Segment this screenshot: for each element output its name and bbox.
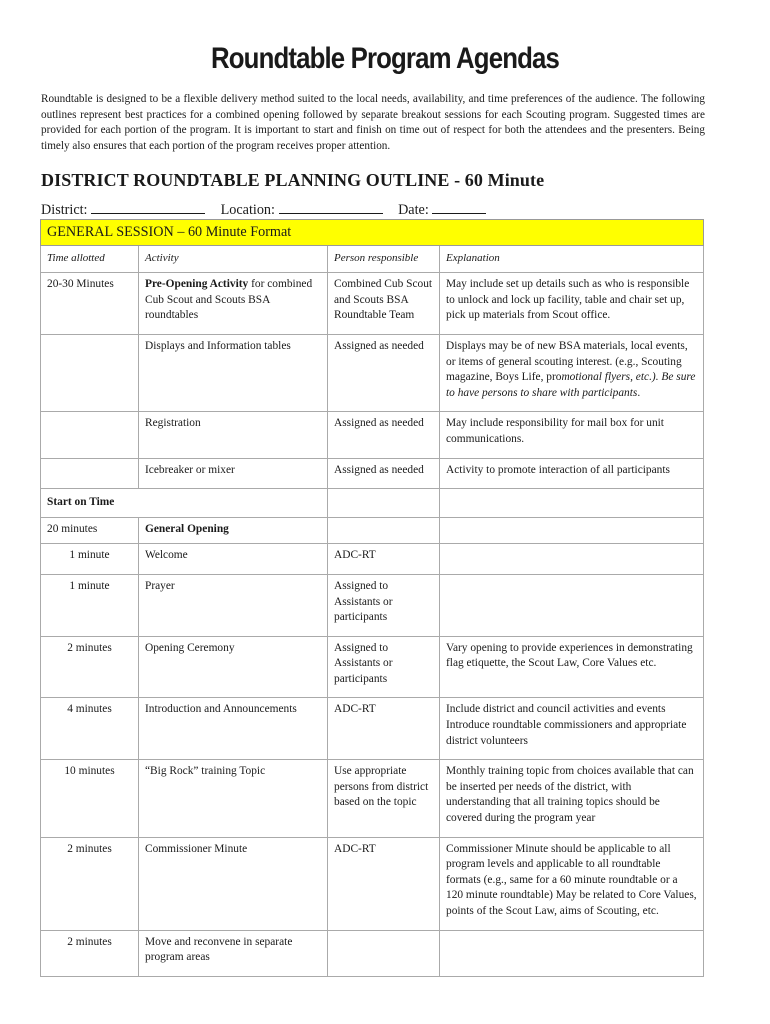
general-opening-label: General Opening	[139, 517, 328, 544]
row-explanation-start: Displays may be of new BSA materials, local events, or items of general scouting interest. (e.g., Scouting magazine, Boys Life, pro	[446, 339, 688, 384]
row-person: Use appropriate persons from district based on the topic	[328, 760, 440, 837]
start-on-time-row	[41, 489, 704, 518]
location-field[interactable]	[279, 199, 383, 214]
row-activity: Commissioner Minute	[139, 837, 328, 930]
row-person	[328, 930, 440, 976]
intro-paragraph: Roundtable is designed to be a flexible delivery method suited to the local needs, availability, and time preferences of the audience. The following outlines represent best practices for a combined opening followed by separate breakout sessions for each Scouting program. Suggested times are provided for each portion of the program. It is important to start and finish on time out of respect for both the attendees and the presenters. Being timely also ensures that each portion of the program receives proper attention.	[41, 93, 705, 152]
column-header-row	[41, 245, 704, 273]
row-activity-rest: for combined Cub Scout and Scouts BSA roundtables	[145, 278, 313, 322]
header-time: Time allotted	[41, 245, 139, 273]
row-activity: Registration	[139, 412, 328, 458]
row-explanation: May include responsibility for mail box for unit communications.	[440, 412, 704, 458]
table-row	[41, 412, 704, 458]
row-person: Assigned to Assistants or participants	[328, 636, 440, 698]
row-time: 4 minutes	[41, 698, 139, 760]
general-opening-row	[41, 517, 704, 544]
row-person: ADC-RT	[328, 544, 440, 575]
row-time: 2 minutes	[41, 930, 139, 976]
row-explanation: Include district and council activities and events Introduce roundtable commissioners and appropriate district volunteers	[440, 698, 704, 760]
row-explanation	[440, 544, 704, 575]
row-explanation-end: .	[637, 386, 641, 399]
row-explanation: Commissioner Minute should be applicable to all program levels and applicable to all roundtable formats (e.g., same for a 60 minute roundtable or a 120 minute roundtable) May be related to Core Values, points of the Scout Law, aims of Scouting, etc.	[440, 837, 704, 930]
row-activity: Opening Ceremony	[139, 636, 328, 698]
row-person: Assigned as needed	[328, 458, 440, 489]
row-explanation-italic: motional flyers, etc.). Be sure to have persons to share with participants	[446, 371, 696, 399]
section-title: GENERAL SESSION – 60 Minute Format	[41, 220, 704, 246]
table-row	[41, 334, 704, 411]
table-row	[41, 574, 704, 636]
row-activity: Welcome	[139, 544, 328, 575]
general-opening-time: 20 minutes	[41, 517, 139, 544]
row-explanation	[440, 930, 704, 976]
row-time: 20-30 Minutes	[41, 273, 139, 335]
row-explanation	[440, 574, 704, 636]
row-activity	[139, 273, 328, 335]
table-row	[41, 760, 704, 837]
row-time	[41, 334, 139, 411]
row-explanation: Vary opening to provide experiences in demonstrating flag etiquette, the Scout Law, Core Values etc.	[440, 636, 704, 698]
row-activity: “Big Rock” training Topic	[139, 760, 328, 837]
table-row	[41, 698, 704, 760]
table-row	[41, 636, 704, 698]
row-activity: Move and reconvene in separate program areas	[139, 930, 328, 976]
start-on-time-label: Start on Time	[41, 489, 328, 518]
row-time: 1 minute	[41, 544, 139, 575]
header-fields	[41, 199, 486, 219]
page-title: Roundtable Program Agendas	[211, 42, 559, 75]
row-activity: Icebreaker or mixer	[139, 458, 328, 489]
header-person: Person responsible	[328, 245, 440, 273]
table-row	[41, 930, 704, 976]
row-time	[41, 458, 139, 489]
table-row	[41, 544, 704, 575]
date-label: Date:	[398, 202, 429, 218]
agenda-table	[40, 219, 704, 977]
row-explanation: Activity to promote interaction of all participants	[440, 458, 704, 489]
table-row	[41, 837, 704, 930]
outline-heading: DISTRICT ROUNDTABLE PLANNING OUTLINE - 60 Minute	[41, 170, 545, 190]
row-person: Assigned to Assistants or participants	[328, 574, 440, 636]
row-time: 2 minutes	[41, 636, 139, 698]
row-time: 2 minutes	[41, 837, 139, 930]
row-activity: Introduction and Announcements	[139, 698, 328, 760]
header-explanation: Explanation	[440, 245, 704, 273]
header-activity: Activity	[139, 245, 328, 273]
district-field[interactable]	[91, 199, 205, 214]
row-explanation: Monthly training topic from choices available that can be inserted per needs of the district, with understanding that all training topics should be covered during the program year	[440, 760, 704, 837]
location-label: Location:	[220, 202, 275, 218]
table-row	[41, 458, 704, 489]
row-person: Assigned as needed	[328, 412, 440, 458]
row-activity: Displays and Information tables	[139, 334, 328, 411]
row-person: ADC-RT	[328, 698, 440, 760]
district-label: District:	[41, 202, 88, 218]
row-person: Assigned as needed	[328, 334, 440, 411]
row-person: ADC-RT	[328, 837, 440, 930]
row-person: Combined Cub Scout and Scouts BSA Roundtable Team	[328, 273, 440, 335]
row-time: 1 minute	[41, 574, 139, 636]
row-explanation: May include set up details such as who is responsible to unlock and lock up facility, table and chair set up, pick up materials from Scout office.	[440, 273, 704, 335]
row-explanation	[440, 334, 704, 411]
table-row	[41, 273, 704, 335]
row-activity-bold: Pre-Opening Activity	[145, 278, 249, 291]
row-time: 10 minutes	[41, 760, 139, 837]
date-field[interactable]	[432, 199, 486, 214]
row-time	[41, 412, 139, 458]
row-activity: Prayer	[139, 574, 328, 636]
section-header-row	[41, 220, 704, 246]
